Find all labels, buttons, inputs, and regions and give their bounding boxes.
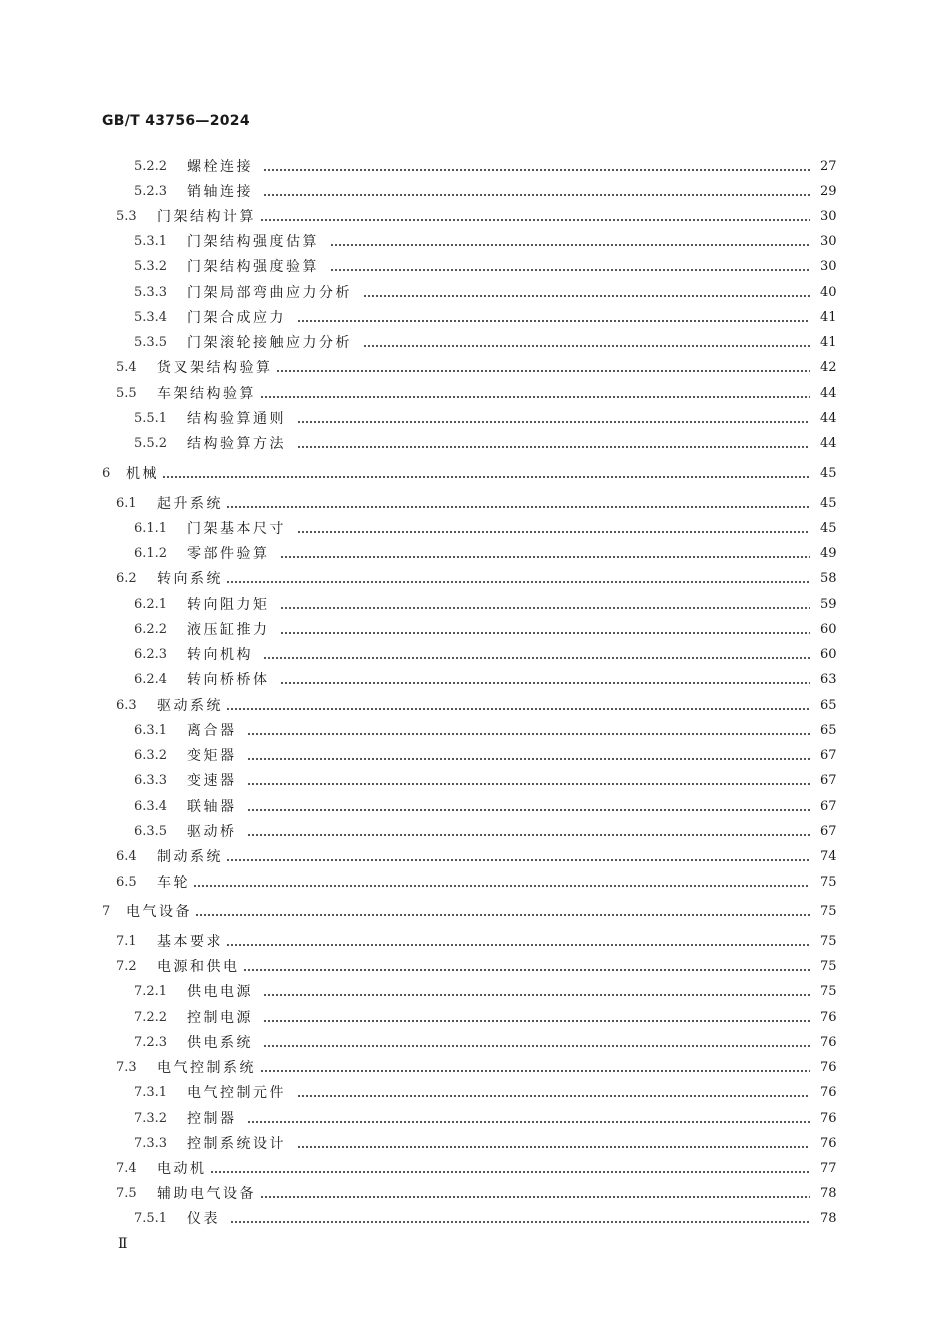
toc-entry-page: 74: [820, 849, 837, 864]
toc-entry-number: 6.2.3: [134, 647, 168, 662]
toc-entry-number: 7.4: [116, 1161, 137, 1176]
toc-entry-number: 5.3.1: [134, 234, 168, 249]
toc-entry-number: 5.3.3: [134, 285, 168, 300]
toc-entry-number: 5.3.5: [134, 335, 168, 350]
toc-entry[interactable]: [0, 432, 950, 456]
toc-entry-title: 液压缸推力: [187, 622, 270, 638]
toc-entry-page: 30: [820, 259, 837, 274]
dot-leader: [363, 281, 810, 305]
toc-entry-title: 转向机构: [187, 647, 253, 663]
toc-entry-title: 车架结构验算: [157, 386, 256, 402]
dot-leader: [247, 1107, 810, 1131]
toc-entry-number: 7.3.3: [134, 1136, 168, 1151]
toc-entry-page: 30: [820, 209, 837, 224]
toc-entry[interactable]: [0, 517, 950, 541]
toc-entry[interactable]: [0, 492, 950, 516]
toc-entry[interactable]: [0, 643, 950, 667]
toc-entry-title: 转向系统: [157, 571, 223, 587]
toc-entry-number: 5.3.2: [134, 259, 168, 274]
toc-entry-number: 6.3.2: [134, 748, 168, 763]
dot-leader: [226, 845, 810, 869]
dot-leader: [226, 694, 810, 718]
toc-entry-title: 电气控制元件: [187, 1085, 286, 1101]
toc-entry-title: 基本要求: [157, 934, 223, 950]
toc-entry-page: 45: [820, 466, 837, 481]
toc-entry-number: 6: [102, 466, 111, 481]
dot-leader: [162, 462, 810, 486]
toc-entry-number: 6.2.2: [134, 622, 168, 637]
toc-entry-number: 5.2.3: [134, 184, 168, 199]
toc-entry-page: 63: [820, 672, 837, 687]
dot-leader: [297, 517, 810, 541]
dot-leader: [297, 1081, 810, 1105]
toc-entry-page: 49: [820, 546, 837, 561]
toc-entry-title: 转向桥桥体: [187, 672, 270, 688]
toc-entry-page: 76: [820, 1085, 837, 1100]
dot-leader: [297, 1132, 810, 1156]
toc-entry[interactable]: [0, 744, 950, 768]
dot-leader: [260, 382, 810, 406]
toc-entry[interactable]: [0, 955, 950, 979]
toc-entry-title: 驱动系统: [157, 698, 223, 714]
dot-leader: [260, 1182, 810, 1206]
toc-entry-page: 44: [820, 411, 837, 426]
toc-entry-title: 起升系统: [157, 496, 223, 512]
dot-leader: [243, 955, 810, 979]
toc-entry-number: 6.3.1: [134, 723, 168, 738]
toc-entry-title: 门架基本尺寸: [187, 521, 286, 537]
dot-leader: [263, 1031, 810, 1055]
dot-leader: [280, 542, 810, 566]
toc-entry-page: 30: [820, 234, 837, 249]
dot-leader: [280, 668, 810, 692]
toc-entry-page: 29: [820, 184, 837, 199]
toc-entry[interactable]: [0, 180, 950, 204]
toc-entry-page: 76: [820, 1111, 837, 1126]
toc-entry-number: 7.3.1: [134, 1085, 168, 1100]
toc-entry-number: 7.3.2: [134, 1111, 168, 1126]
toc-entry-page: 41: [820, 310, 837, 325]
toc-entry[interactable]: [0, 567, 950, 591]
toc-entry-title: 联轴器: [187, 799, 237, 815]
toc-entry-page: 45: [820, 496, 837, 511]
standard-id-header: GB/T 43756—2024: [102, 113, 250, 129]
toc-entry[interactable]: [0, 1056, 950, 1080]
toc-entry-title: 螺栓连接: [187, 159, 253, 175]
toc-entry-title: 电动机: [157, 1161, 207, 1177]
toc-entry-title: 货叉架结构验算: [157, 360, 273, 376]
toc-entry[interactable]: [0, 820, 950, 844]
toc-entry-page: 67: [820, 824, 837, 839]
toc-entry-title: 制动系统: [157, 849, 223, 865]
toc-entry[interactable]: [0, 871, 950, 895]
toc-entry[interactable]: [0, 930, 950, 954]
toc-entry-number: 6.1: [116, 496, 137, 511]
toc-entry-page: 77: [820, 1161, 837, 1176]
toc-entry-number: 5.3: [116, 209, 137, 224]
toc-entry-page: 42: [820, 360, 837, 375]
toc-entry-title: 电源和供电: [157, 959, 240, 975]
toc-entry[interactable]: [0, 462, 950, 486]
dot-leader: [193, 871, 810, 895]
toc-entry[interactable]: [0, 331, 950, 355]
toc-entry[interactable]: [0, 407, 950, 431]
toc-entry-number: 7.5: [116, 1186, 137, 1201]
toc-entry-number: 6.3.5: [134, 824, 168, 839]
dot-leader: [247, 744, 810, 768]
dot-leader: [297, 432, 810, 456]
dot-leader: [226, 567, 810, 591]
toc-entry-number: 7.2.1: [134, 984, 168, 999]
dot-leader: [276, 356, 810, 380]
toc-entry-page: 76: [820, 1136, 837, 1151]
toc-entry-page: 75: [820, 875, 837, 890]
dot-leader: [260, 1056, 810, 1080]
toc-entry-page: 65: [820, 723, 837, 738]
toc-entry[interactable]: [0, 356, 950, 380]
toc-entry[interactable]: [0, 155, 950, 179]
toc-entry[interactable]: [0, 306, 950, 330]
toc-entry-title: 控制器: [187, 1111, 237, 1127]
toc-entry-title: 辅助电气设备: [157, 1186, 256, 1202]
dot-leader: [363, 331, 810, 355]
toc-entry-number: 5.3.4: [134, 310, 168, 325]
dot-leader: [247, 795, 810, 819]
toc-entry-page: 44: [820, 386, 837, 401]
toc-entry-page: 75: [820, 959, 837, 974]
toc-entry[interactable]: [0, 1081, 950, 1105]
dot-leader: [247, 769, 810, 793]
toc-entry-page: 75: [820, 934, 837, 949]
dot-leader: [263, 980, 810, 1004]
toc-entry-page: 76: [820, 1060, 837, 1075]
toc-entry[interactable]: [0, 205, 950, 229]
toc-entry-title: 门架结构强度验算: [187, 259, 319, 275]
toc-entry-title: 供电电源: [187, 984, 253, 1000]
toc-entry[interactable]: [0, 795, 950, 819]
toc-entry[interactable]: [0, 1132, 950, 1156]
toc-entry-page: 65: [820, 698, 837, 713]
toc-entry-number: 6.2: [116, 571, 137, 586]
toc-entry-title: 供电系统: [187, 1035, 253, 1051]
toc-entry[interactable]: [0, 618, 950, 642]
toc-entry[interactable]: [0, 980, 950, 1004]
toc-entry-number: 7.1: [116, 934, 137, 949]
toc-entry-page: 67: [820, 748, 837, 763]
toc-entry-title: 车轮: [157, 875, 190, 891]
toc-entry-title: 控制电源: [187, 1010, 253, 1026]
toc-entry[interactable]: [0, 845, 950, 869]
toc-entry-number: 7: [102, 904, 111, 919]
toc-entry-page: 59: [820, 597, 837, 612]
toc-entry-title: 离合器: [187, 723, 237, 739]
toc-entry-page: 45: [820, 521, 837, 536]
toc-entry[interactable]: [0, 382, 950, 406]
toc-entry-number: 5.2.2: [134, 159, 168, 174]
toc-entry-number: 6.1.2: [134, 546, 168, 561]
toc-entry-page: 75: [820, 984, 837, 999]
toc-entry-page: 60: [820, 647, 837, 662]
toc-entry-page: 75: [820, 904, 837, 919]
toc-entry-number: 7.5.1: [134, 1211, 168, 1226]
toc-entry-page: 76: [820, 1035, 837, 1050]
toc-entry-number: 6.3.4: [134, 799, 168, 814]
toc-entry-title: 变矩器: [187, 748, 237, 764]
dot-leader: [297, 306, 810, 330]
dot-leader: [247, 820, 810, 844]
dot-leader: [263, 643, 810, 667]
toc-entry-title: 门架结构强度估算: [187, 234, 319, 250]
dot-leader: [297, 407, 810, 431]
toc-entry-title: 驱动桥: [187, 824, 237, 840]
toc-entry-number: 6.1.1: [134, 521, 168, 536]
dot-leader: [226, 930, 810, 954]
toc-entry-title: 门架结构计算: [157, 209, 256, 225]
toc-entry-title: 结构验算通则: [187, 411, 286, 427]
dot-leader: [280, 593, 810, 617]
toc-entry-title: 仪表: [187, 1211, 220, 1227]
toc-entry-page: 76: [820, 1010, 837, 1025]
toc-entry-page: 60: [820, 622, 837, 637]
dot-leader: [260, 205, 810, 229]
toc-entry-title: 结构验算方法: [187, 436, 286, 452]
toc-entry[interactable]: [0, 281, 950, 305]
toc-entry-title: 门架合成应力: [187, 310, 286, 326]
dot-leader: [330, 255, 810, 279]
toc-entry[interactable]: [0, 593, 950, 617]
toc-entry-number: 5.5: [116, 386, 137, 401]
dot-leader: [226, 492, 810, 516]
toc-entry-number: 5.5.1: [134, 411, 168, 426]
toc-entry-number: 7.2: [116, 959, 137, 974]
toc-entry-number: 6.5: [116, 875, 137, 890]
toc-entry[interactable]: [0, 668, 950, 692]
toc-entry-title: 转向阻力矩: [187, 597, 270, 613]
toc-entry-title: 门架滚轮接触应力分析: [187, 335, 352, 351]
toc-entry-number: 6.2.1: [134, 597, 168, 612]
toc-entry-number: 6.2.4: [134, 672, 168, 687]
toc-entry-page: 78: [820, 1186, 837, 1201]
dot-leader: [280, 618, 810, 642]
toc-entry[interactable]: [0, 1157, 950, 1181]
toc-entry[interactable]: [0, 1031, 950, 1055]
toc-entry[interactable]: [0, 542, 950, 566]
toc-entry[interactable]: [0, 1006, 950, 1030]
toc-entry-number: 6.4: [116, 849, 137, 864]
toc-entry-number: 6.3: [116, 698, 137, 713]
toc-entry[interactable]: [0, 694, 950, 718]
toc-entry-number: 5.4: [116, 360, 137, 375]
toc-entry[interactable]: [0, 769, 950, 793]
toc-entry[interactable]: [0, 230, 950, 254]
page-number: Ⅱ: [118, 1236, 128, 1252]
toc-entry[interactable]: [0, 1207, 950, 1231]
toc-entry[interactable]: [0, 255, 950, 279]
toc-entry-title: 零部件验算: [187, 546, 270, 562]
toc-entry-page: 67: [820, 773, 837, 788]
toc-entry-page: 40: [820, 285, 837, 300]
toc-entry-number: 7.2.3: [134, 1035, 168, 1050]
toc-entry[interactable]: [0, 900, 950, 924]
toc-entry-page: 67: [820, 799, 837, 814]
toc-entry-title: 销轴连接: [187, 184, 253, 200]
toc-entry-title: 电气控制系统: [157, 1060, 256, 1076]
toc-entry-title: 变速器: [187, 773, 237, 789]
toc-entry-title: 电气设备: [126, 904, 192, 920]
dot-leader: [330, 230, 810, 254]
toc-entry-page: 58: [820, 571, 837, 586]
dot-leader: [210, 1157, 810, 1181]
toc-entry-page: 78: [820, 1211, 837, 1226]
dot-leader: [263, 155, 810, 179]
toc-entry-number: 7.3: [116, 1060, 137, 1075]
dot-leader: [230, 1207, 810, 1231]
toc-entry[interactable]: [0, 719, 950, 743]
toc-entry-page: 41: [820, 335, 837, 350]
toc-entry[interactable]: [0, 1182, 950, 1206]
dot-leader: [263, 1006, 810, 1030]
toc-entry[interactable]: [0, 1107, 950, 1131]
toc-entry-title: 门架局部弯曲应力分析: [187, 285, 352, 301]
toc-entry-title: 控制系统设计: [187, 1136, 286, 1152]
toc-entry-number: 6.3.3: [134, 773, 168, 788]
toc-entry-number: 7.2.2: [134, 1010, 168, 1025]
toc-entry-number: 5.5.2: [134, 436, 168, 451]
dot-leader: [195, 900, 810, 924]
dot-leader: [263, 180, 810, 204]
dot-leader: [247, 719, 810, 743]
toc-entry-title: 机械: [126, 466, 159, 482]
toc-entry-page: 27: [820, 159, 837, 174]
toc-entry-page: 44: [820, 436, 837, 451]
